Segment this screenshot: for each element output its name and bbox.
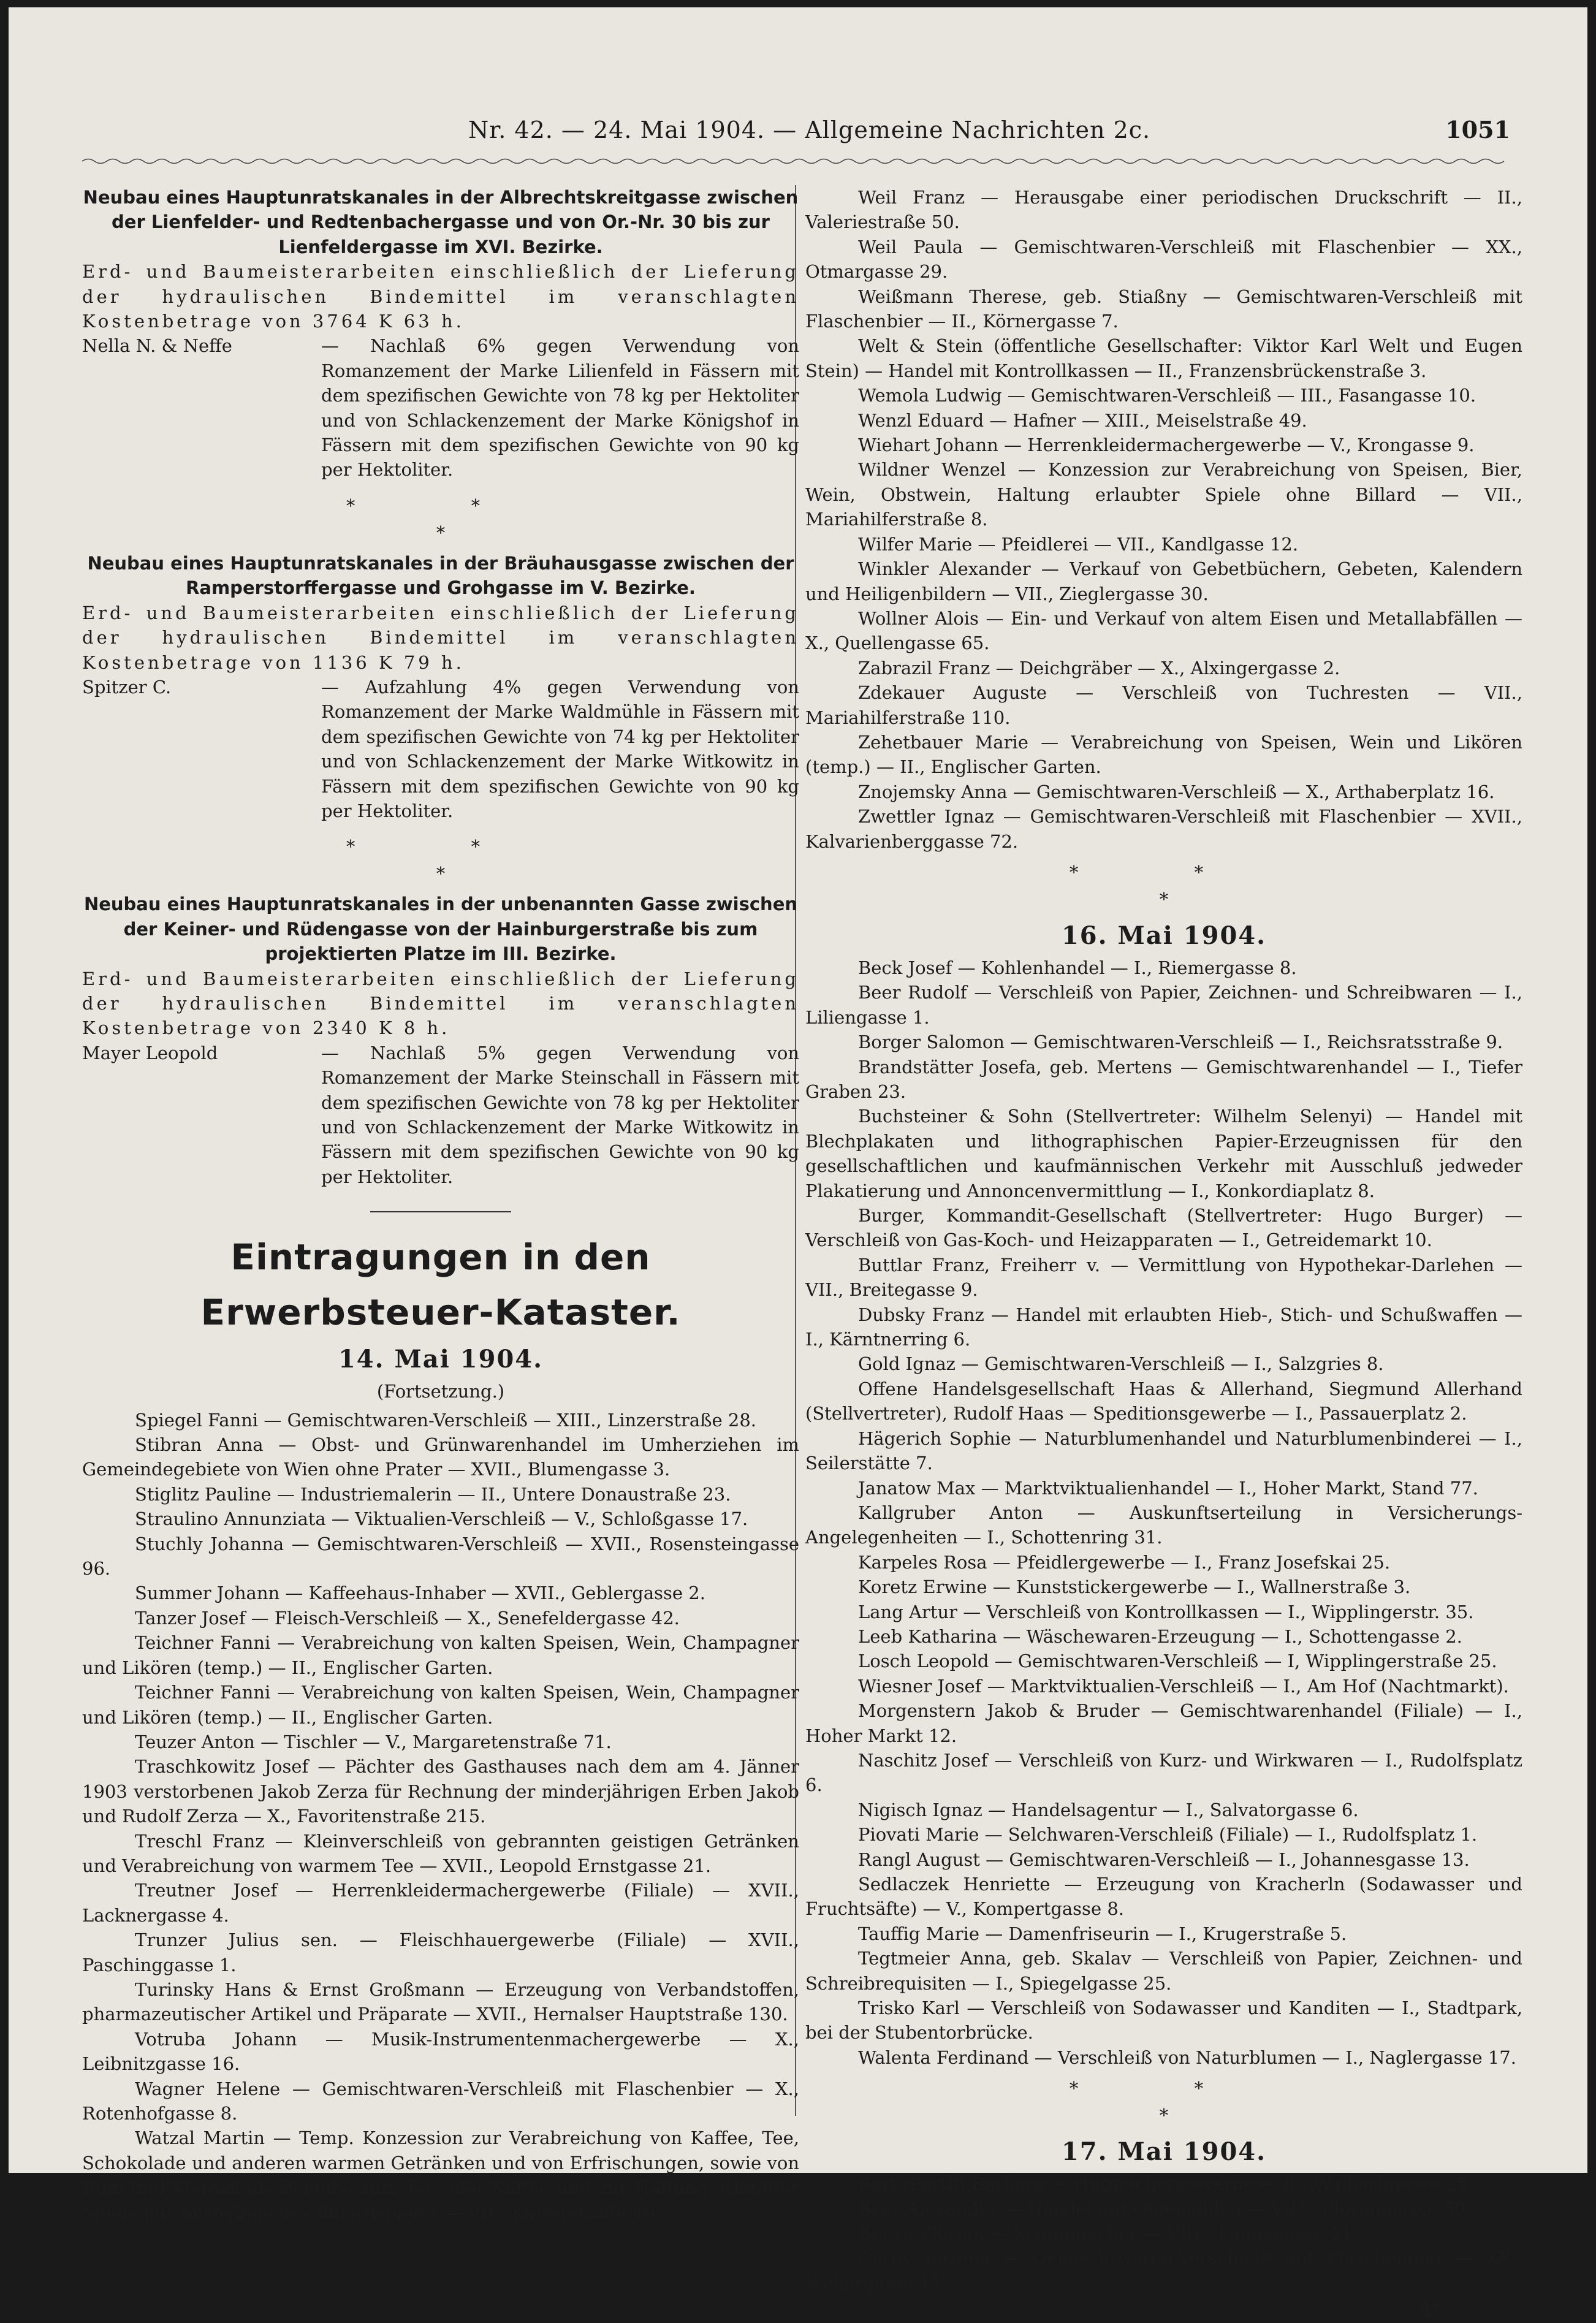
right-column xyxy=(805,185,1522,2323)
continuation-note: (Fortsetzung.) xyxy=(376,1381,505,1402)
section-divider xyxy=(370,1211,511,1212)
register-entry: Bart (Parth) Barbara — Hutmachergewerbe — II., Walfischgasse 25. xyxy=(858,2173,1474,2195)
tender-title: Neubau eines Hauptunratskanales in der Albrechtskreitgasse zwischen der Lienfelder- und Redtenbachergasse und von Or.-Nr. 30 bis zur Lienfeldergasse im XVI. Bezirke. xyxy=(83,187,799,257)
register-entry: Stuchly Johanna — Gemischtwaren-Verschleiß — XVII., Rosensteingasse 96. xyxy=(82,1533,799,1580)
register-entry: Trisko Karl — Verschleiß von Sodawasser und Kanditen — I., Stadtpark, bei der Stubentorbrücke. xyxy=(805,1998,1522,2044)
offer-text: — Aufzahlung 4% gegen Verwendung von Romanzement der Marke Waldmühle in Fässern mit dem spezifischen Gewichte von 74 kg per Hektoliter und von Schlackenzement der Marke Witkowitz in Fässern mit dem spezifischen Gewichte von 90 kg per Hektoliter. xyxy=(321,676,799,821)
main-heading: Eintragungen in den Erwerbsteuer-Kataster. xyxy=(200,1236,681,1334)
tender-works: Erd- und Baumeisterarbeiten einschließlich der Lieferung der hydraulischen Bindemittel im veranschlagten Kostenbetrage von 3764 K 63 h. xyxy=(82,261,799,332)
entries-list-14-cont xyxy=(805,185,1522,854)
offer-text: — Nachlaß 6% gegen Verwendung von Romanzement der Marke Lilienfeld in Fässern mit dem spezifischen Gewichte von 78 kg per Hektoliter und von Schlackenzement der Marke Königshof in Fässern mit dem spezifischen Gewichte von 90 kg per Hektoliter. xyxy=(321,335,799,481)
register-entry: Rangl August — Gemischtwaren-Verschleiß — I., Johannesgasse 13. xyxy=(858,1849,1470,1870)
register-entry: Tegtmeier Anna, geb. Skalav — Verschleiß von Papier, Zeichnen- und Schreibrequisiten — I., Spiegelgasse 25. xyxy=(805,1948,1522,1994)
register-entry: Teichner Fanni — Verabreichung von kalten Speisen, Wein, Champagner und Likören (temp.) — II., Englischer Garten. xyxy=(82,1632,799,1678)
register-entry: Tanzer Josef — Fleisch-Verschleiß — X., Senefeldergasse 42. xyxy=(135,1607,680,1629)
register-entry: Treschl Franz — Kleinverschleiß von gebrannten geistigen Getränken und Verabreichung von warmem Tee — XVII., Leopold Ernstgasse 21. xyxy=(82,1830,799,1876)
register-entry: Spiegel Fanni — Gemischtwaren-Verschleiß — XIII., Linzerstraße 28. xyxy=(135,1409,757,1431)
register-entry: Traschkowitz Josef — Pächter des Gasthauses nach dem am 4. Jänner 1903 verstorbenen Jakob Zerza für Rechnung der minderjährigen Erben Jakob und Rudolf Zerza — X., Favoritenstraße 215. xyxy=(82,1756,799,1827)
register-entry: Beck Josef — Kohlenhandel — I., Riemergasse 8. xyxy=(858,957,1297,978)
register-entry: Walenta Ferdinand — Verschleiß von Naturblumen — I., Naglergasse 17. xyxy=(858,2047,1516,2068)
header-wavy-rule xyxy=(82,157,1504,165)
separator-stars: * * xyxy=(346,495,536,516)
register-entry: Lang Artur — Verschleiß von Kontrollkassen — I., Wipplingerstr. 35. xyxy=(858,1601,1474,1622)
tender-works: Erd- und Baumeisterarbeiten einschließlich der Lieferung der hydraulischen Bindemittel im veranschlagten Kostenbetrage von 2340 K 8 h. xyxy=(82,968,799,1039)
entries-list-14 xyxy=(82,1408,799,2225)
entries-list-17 xyxy=(805,2172,1522,2295)
entries-list-16 xyxy=(805,956,1522,2070)
register-entry: Wagner Helene — Gemischtwaren-Verschleiß mit Flaschenbier — X., Rotenhofgasse 8. xyxy=(82,2078,799,2124)
register-entry: Koretz Erwine — Kunststickergewerbe — I., Wallnerstraße 3. xyxy=(858,1576,1411,1598)
separator-star: * xyxy=(1159,888,1169,910)
register-entry: Zwettler Ignaz — Gemischtwaren-Verschleiß mit Flaschenbier — XVII., Kalvarienberggasse 72. xyxy=(805,806,1522,852)
register-entry: Treutner Josef — Herrenkleidermachergewerbe (Filiale) — XVII., Lacknergasse 4. xyxy=(82,1880,799,1926)
register-entry: Sedlaczek Henriette — Erzeugung von Kracherln (Sodawasser und Fruchtsäfte) — V., Kompertgasse 8. xyxy=(805,1874,1522,1920)
register-entry: Summer Johann — Kaffeehaus-Inhaber — XVII., Geblergasse 2. xyxy=(135,1583,705,1604)
register-entry: Janatow Max — Marktviktualienhandel — I., Hoher Markt, Stand 77. xyxy=(858,1477,1478,1499)
register-entry: Wemola Ludwig — Gemischtwaren-Verschleiß — III., Fasangasse 10. xyxy=(858,385,1476,406)
register-entry: Watzal Martin — Temp. Konzession zur Verabreichung von Kaffee, Tee, Schokolade und anderen warmen Getränken und von Erfrischungen, sowie von Rum und Kognak als Beigabe zum Tee oder Kaffee und zur Haltung erlaubter Spiele mit Ausnahme des Billardspieles — VII., Kaiserstraße 40. xyxy=(82,2127,799,2223)
register-entry: Wiesner Josef — Marktviktualien-Verschleiß — I., Am Hof (Nachtmarkt). xyxy=(858,1675,1509,1697)
register-entry: Teuzer Anton — Tischler — V., Margaretenstraße 71. xyxy=(135,1731,612,1752)
register-entry: Morgenstern Jakob & Bruder — Gemischtwarenhandel (Filiale) — I., Hoher Markt 12. xyxy=(805,1700,1522,1746)
tender-offer xyxy=(82,333,799,482)
date-heading-14: 14. Mai 1904. xyxy=(338,1345,544,1374)
register-entry: Zehetbauer Marie — Verabreichung von Speisen, Wein und Likören (temp.) — II., Englischer Garten. xyxy=(805,731,1522,778)
register-entry: Turinsky Hans & Ernst Großmann — Erzeugung von Verbandstoffen, pharmazeutischer Artikel und Präparate — XVII., Hernalser Hauptstraße 130. xyxy=(82,1979,799,2025)
register-entry: Winkler Alexander — Verkauf von Gebetbüchern, Gebeten, Kalendern und Heiligenbildern — VII., Zieglergasse 30. xyxy=(805,558,1522,604)
register-entry: Weil Franz — Herausgabe einer periodischen Druckschrift — II., Valeriestraße 50. xyxy=(805,187,1522,233)
register-entry: Losch Leopold — Gemischtwaren-Verschleiß — I, Wipplingerstraße 25. xyxy=(858,1651,1497,1672)
register-entry: Leeb Katharina — Wäschewaren-Erzeugung — I., Schottengasse 2. xyxy=(858,1625,1462,1647)
date-heading-17: 17. Mai 1904. xyxy=(1061,2137,1267,2167)
register-entry: Naschitz Josef — Verschleiß von Kurz- und Wirkwaren — I., Rudolfsplatz 6. xyxy=(805,1749,1522,1796)
tender-block-1 xyxy=(82,185,799,482)
register-entry: Offene Handelsgesellschaft Haas & Allerhand, Siegmund Allerhand (Stellvertreter), Rudolf Haas — Speditionsgewerbe — I., Passauerplatz 2. xyxy=(805,1378,1522,1424)
register-entry: Stiglitz Pauline — Industriemalerin — II., Untere Donaustraße 23. xyxy=(135,1483,731,1505)
separator-star: * xyxy=(436,863,446,884)
register-entry: Dubsky Franz — Handel mit erlaubten Hieb-, Stich- und Schußwaffen — I., Kärntnerring 6. xyxy=(805,1304,1522,1350)
newspaper-page xyxy=(9,7,1587,2323)
register-entry: Weil Paula — Gemischtwaren-Verschleiß mit Flaschenbier — XX., Otmargasse 29. xyxy=(805,236,1522,283)
offer-text: — Nachlaß 5% gegen Verwendung von Romanzement der Marke Steinschall in Fässern mit dem spezifischen Gewichte von 78 kg per Hektoliter und von Schlackenzement der Marke Witkowitz in Fässern mit dem spezifischen Gewichte von 90 kg per Hektoliter. xyxy=(321,1042,799,1187)
register-entry: Gold Ignaz — Gemischtwaren-Verschleiß — I., Salzgries 8. xyxy=(858,1353,1384,1375)
register-entry: Zdekauer Auguste — Verschleiß von Tuchresten — VII., Mariahilferstraße 110. xyxy=(805,682,1522,728)
register-entry: Wenzl Eduard — Hafner — XIII., Meiselstraße 49. xyxy=(858,409,1307,431)
header-title: Nr. 42. — 24. Mai 1904. — Allgemeine Nachrichten 2c. xyxy=(468,116,1151,143)
separator-stars: * * xyxy=(346,836,536,857)
register-entry: Tauffig Marie — Damenfriseurin — I., Krugerstraße 5. xyxy=(858,1923,1347,1944)
register-entry: Benya Florian — Schuhmacher — VIII., Langegasse 51. xyxy=(858,2223,1358,2245)
register-entry: Beer Alexander — Handel mit Ölgemälden — VIII., Floriangasse 50. xyxy=(858,2198,1472,2219)
register-entry: Kallgruber Anton — Auskunftserteilung in Versicherungs-Angelegenheiten — I., Schottenring 31. xyxy=(805,1502,1522,1548)
left-column xyxy=(82,185,799,2225)
register-entry: Burger, Kommandit-Gesellschaft (Stellvertreter: Hugo Burger) — Verschleiß von Gas-Koch- und Heizapparaten — I., Getreidemarkt 10. xyxy=(805,1205,1522,1251)
signature-mark: 4* xyxy=(1417,2298,1443,2323)
register-entry: Znojemsky Anna — Gemischtwaren-Verschleiß — X., Arthaberplatz 16. xyxy=(858,781,1495,802)
register-entry: Beer Rudolf — Verschleiß von Papier, Zeichnen- und Schreibwaren — I., Liliengasse 1. xyxy=(805,982,1522,1028)
bidder-name: Nella N. & Neffe xyxy=(82,335,232,357)
register-entry: Wilfer Marie — Pfeidlerei — VII., Kandlgasse 12. xyxy=(858,533,1299,555)
register-entry: Wiehart Johann — Herrenkleidermachergewerbe — V., Krongasse 9. xyxy=(858,435,1475,456)
register-entry: Wildner Wenzel — Konzession zur Verabreichung von Speisen, Bier, Wein, Obstwein, Haltung erlaubter Spiele ohne Billard — VII., Mariahilferstraße 8. xyxy=(805,459,1522,530)
register-entry: Teichner Fanni — Verabreichung von kalten Speisen, Wein, Champagner und Likören (temp.) — II., Englischer Garten. xyxy=(82,1682,799,1728)
register-entry: Straulino Annunziata — Viktualien-Verschleiß — V., Schloßgasse 17. xyxy=(135,1508,748,1530)
tender-title: Neubau eines Hauptunratskanales in der unbenannten Gasse zwischen der Keiner- und Rüdengasse von der Hainburgerstraße bis zum projektierten Platze im III. Bezirke. xyxy=(83,894,798,965)
separator-star: * xyxy=(1159,2105,1169,2126)
register-entry: Votruba Johann — Musik-Instrumentenmachergewerbe — X., Leibnitzgasse 16. xyxy=(82,2028,799,2075)
page-number: 1051 xyxy=(1445,116,1510,143)
bidder-name: Spitzer C. xyxy=(82,676,172,698)
tender-title: Neubau eines Hauptunratskanales in der Bräuhausgasse zwischen der Ramperstorffergasse und Grohgasse im V. Bezirke. xyxy=(87,552,794,599)
separator-star: * xyxy=(436,522,446,543)
bidder-name: Mayer Leopold xyxy=(82,1042,218,1063)
tender-offer xyxy=(82,1041,799,1189)
separator-stars: * * xyxy=(1069,2078,1259,2099)
tender-block-3 xyxy=(82,892,799,1189)
register-entry: Buttlar Franz, Freiherr v. — Vermittlung von Hypothekar-Darlehen — VII., Breitegasse 9. xyxy=(805,1254,1522,1301)
tender-block-2 xyxy=(82,551,799,823)
register-entry: Piovati Marie — Selchwaren-Verschleiß (Filiale) — I., Rudolfsplatz 1. xyxy=(858,1824,1478,1846)
register-entry: Hägerich Sophie — Naturblumenhandel und Naturblumenbinderei — I., Seilerstätte 7. xyxy=(805,1428,1522,1474)
register-entry: Cerny Bozena — Gemischtwaren-Verschleiß mit Flaschenbier — XX., Webergasse 11. xyxy=(805,2248,1522,2294)
register-entry: Karpeles Rosa — Pfeidlergewerbe — I., Franz Josefskai 25. xyxy=(858,1551,1391,1573)
page-header xyxy=(137,112,1510,148)
register-entry: Brandstätter Josefa, geb. Mertens — Gemischtwarenhandel — I., Tiefer Graben 23. xyxy=(805,1056,1522,1102)
register-entry: Nigisch Ignaz — Handelsagentur — I., Salvatorgasse 6. xyxy=(858,1799,1359,1820)
tender-works: Erd- und Baumeisterarbeiten einschließlich der Lieferung der hydraulischen Bindemittel im veranschlagten Kostenbetrage von 1136 K 79 h. xyxy=(82,602,799,673)
register-entry: Wollner Alois — Ein- und Verkauf von altem Eisen und Metallabfällen — X., Quellengasse 65. xyxy=(805,607,1522,654)
date-heading-16: 16. Mai 1904. xyxy=(1061,921,1267,950)
register-entry: Weißmann Therese, geb. Stiaßny — Gemischtwaren-Verschleiß mit Flaschenbier — II., Körnergasse 7. xyxy=(805,286,1522,332)
register-entry: Buchsteiner & Sohn (Stellvertreter: Wilhelm Selenyi) — Handel mit Blechplakaten und lithographischen Papier-Erzeugnissen für den gesellschaftlichen und kaufmännischen Verkehr mit Ausschluß jedweder Plakatierung und Annoncenvermittlung — I., Konkordiaplatz 8. xyxy=(805,1106,1522,1201)
separator-stars: * * xyxy=(1069,861,1259,883)
register-entry: Zabrazil Franz — Deichgräber — X., Alxingergasse 2. xyxy=(858,657,1340,679)
register-entry: Stibran Anna — Obst- und Grünwarenhandel im Umherziehen im Gemeindegebiete von Wien ohne Prater — XVII., Blumengasse 3. xyxy=(82,1434,799,1480)
tender-offer xyxy=(82,675,799,823)
register-entry: Trunzer Julius sen. — Fleischhauergewerbe (Filiale) — XVII., Paschinggasse 1. xyxy=(82,1929,799,1975)
register-entry: Welt & Stein (öffentliche Gesellschafter: Viktor Karl Welt und Eugen Stein) — Handel mit Kontrollkassen — II., Franzensbrückenstraße 3. xyxy=(805,335,1522,381)
register-entry: Borger Salomon — Gemischtwaren-Verschleiß — I., Reichsratsstraße 9. xyxy=(858,1032,1503,1053)
